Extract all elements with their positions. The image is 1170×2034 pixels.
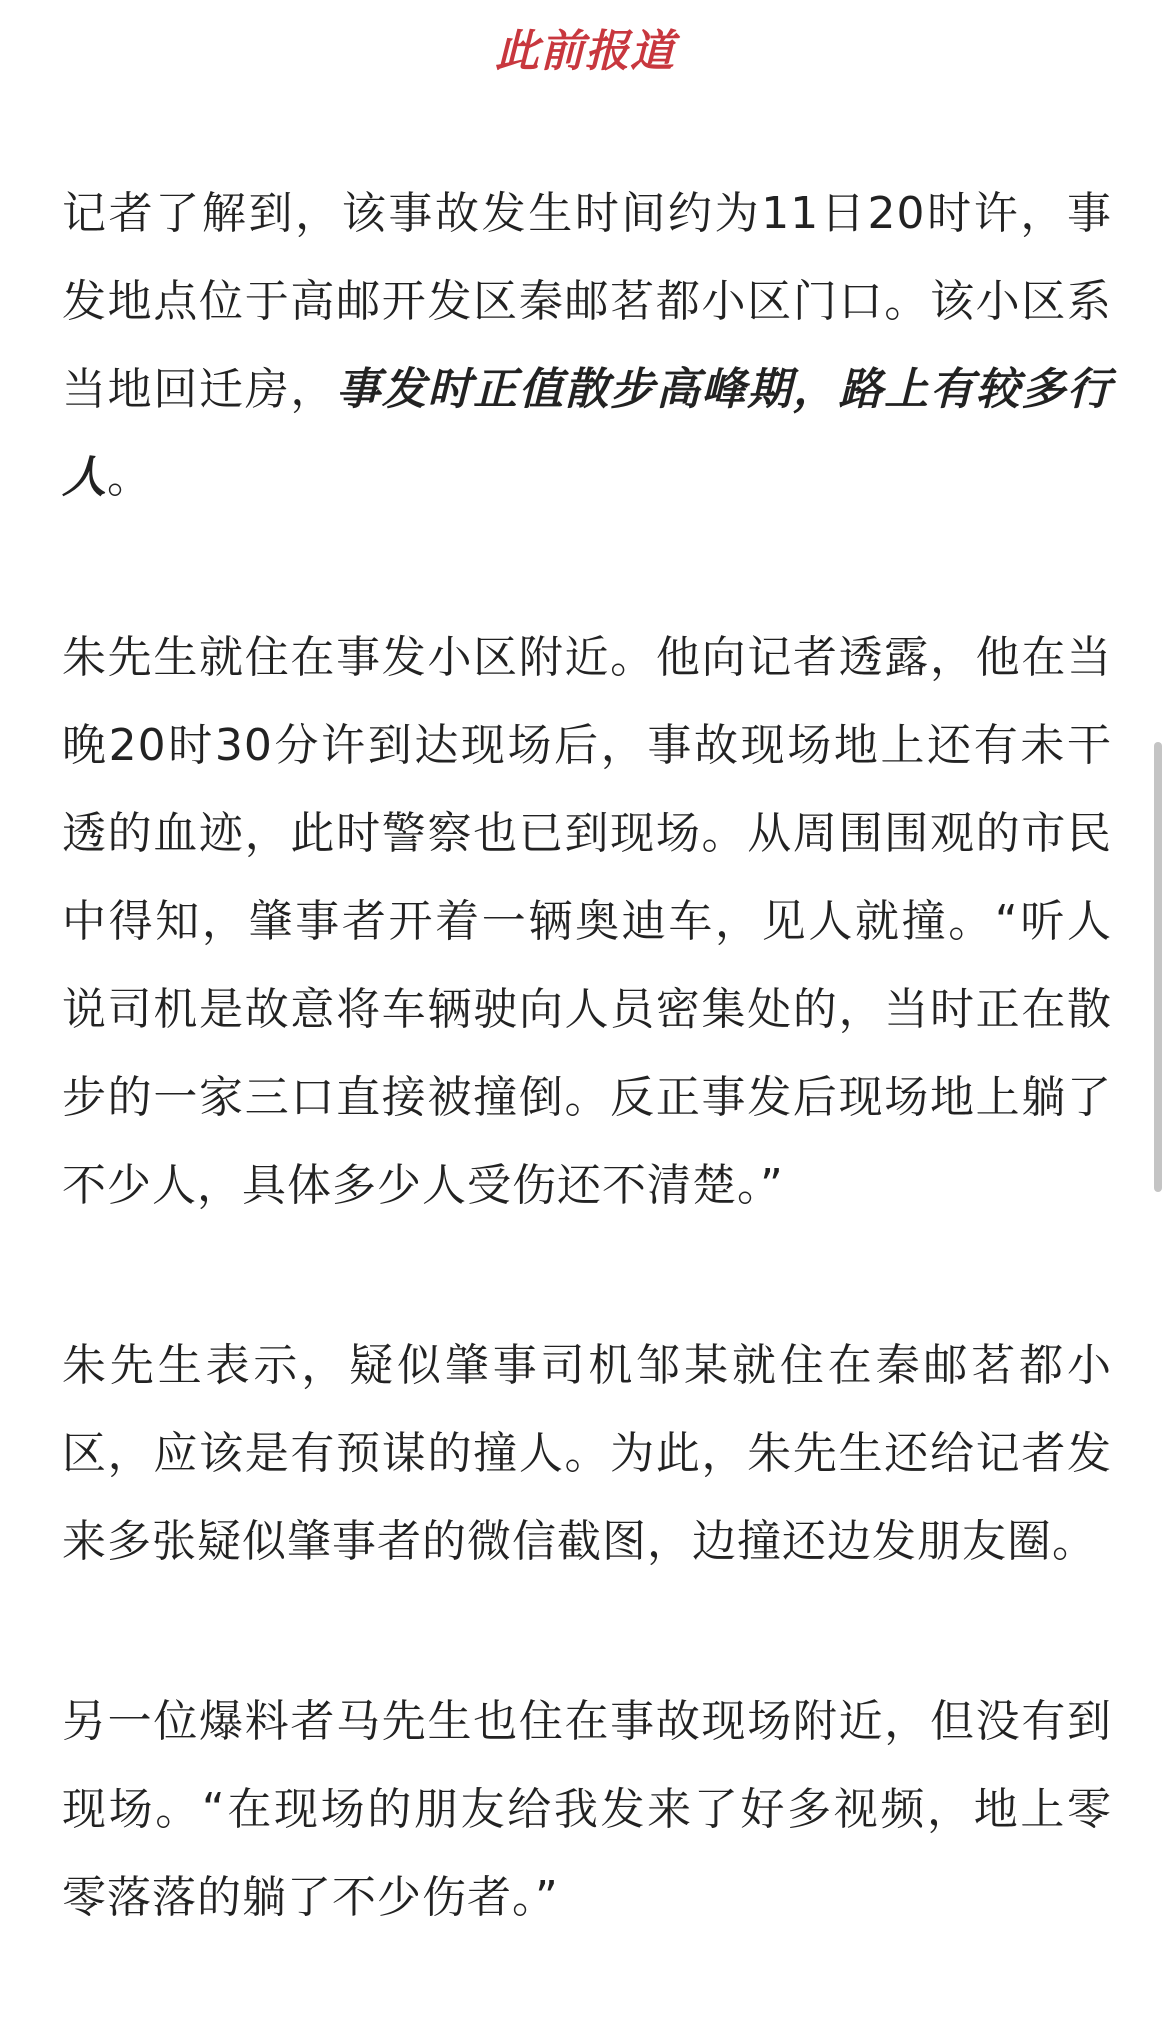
article-body xyxy=(62,170,1112,2034)
article-paragraph-1 xyxy=(62,170,1112,522)
section-title: 此前报道 xyxy=(495,26,675,77)
paragraph-1-end: 。 xyxy=(107,452,152,503)
article-paragraph-3: 朱先生表示，疑似肇事司机邹某就住在秦邮茗都小区，应该是有预谋的撞人。为此，朱先生还给记者发来多张疑似肇事者的微信截图，边撞还边发朋友圈。 xyxy=(62,1340,1112,1567)
paragraph-1-text: 记者了解到，该事故发生时间约为11日20时许，事发地点位于高邮开发区秦邮茗都小区门口。该小区系当地回迁房， xyxy=(62,188,1112,415)
page-scrollbar[interactable] xyxy=(1154,742,1162,1192)
article-paragraph-2: 朱先生就住在事发小区附近。他向记者透露，他在当晚20时30分许到达现场后，事故现场地上还有未干透的血迹，此时警察也已到现场。从周围围观的市民中得知，肇事者开着一辆奥迪车，见人就撞。“听人说司机是故意将车辆驶向人员密集处的，当时正在散步的一家三口直接被撞倒。反正事发后现场地上躺了不少人，具体多少人受伤还不清楚。” xyxy=(62,632,1112,1211)
paragraph-1-emphasis: 事发时正值散步高峰期，路上有较多行人 xyxy=(62,364,1113,503)
article-paragraph-4: 另一位爆料者马先生也住在事故现场附近，但没有到现场。“在现场的朋友给我发来了好多视频，地上零零落落的躺了不少伤者。” xyxy=(62,1696,1112,1923)
